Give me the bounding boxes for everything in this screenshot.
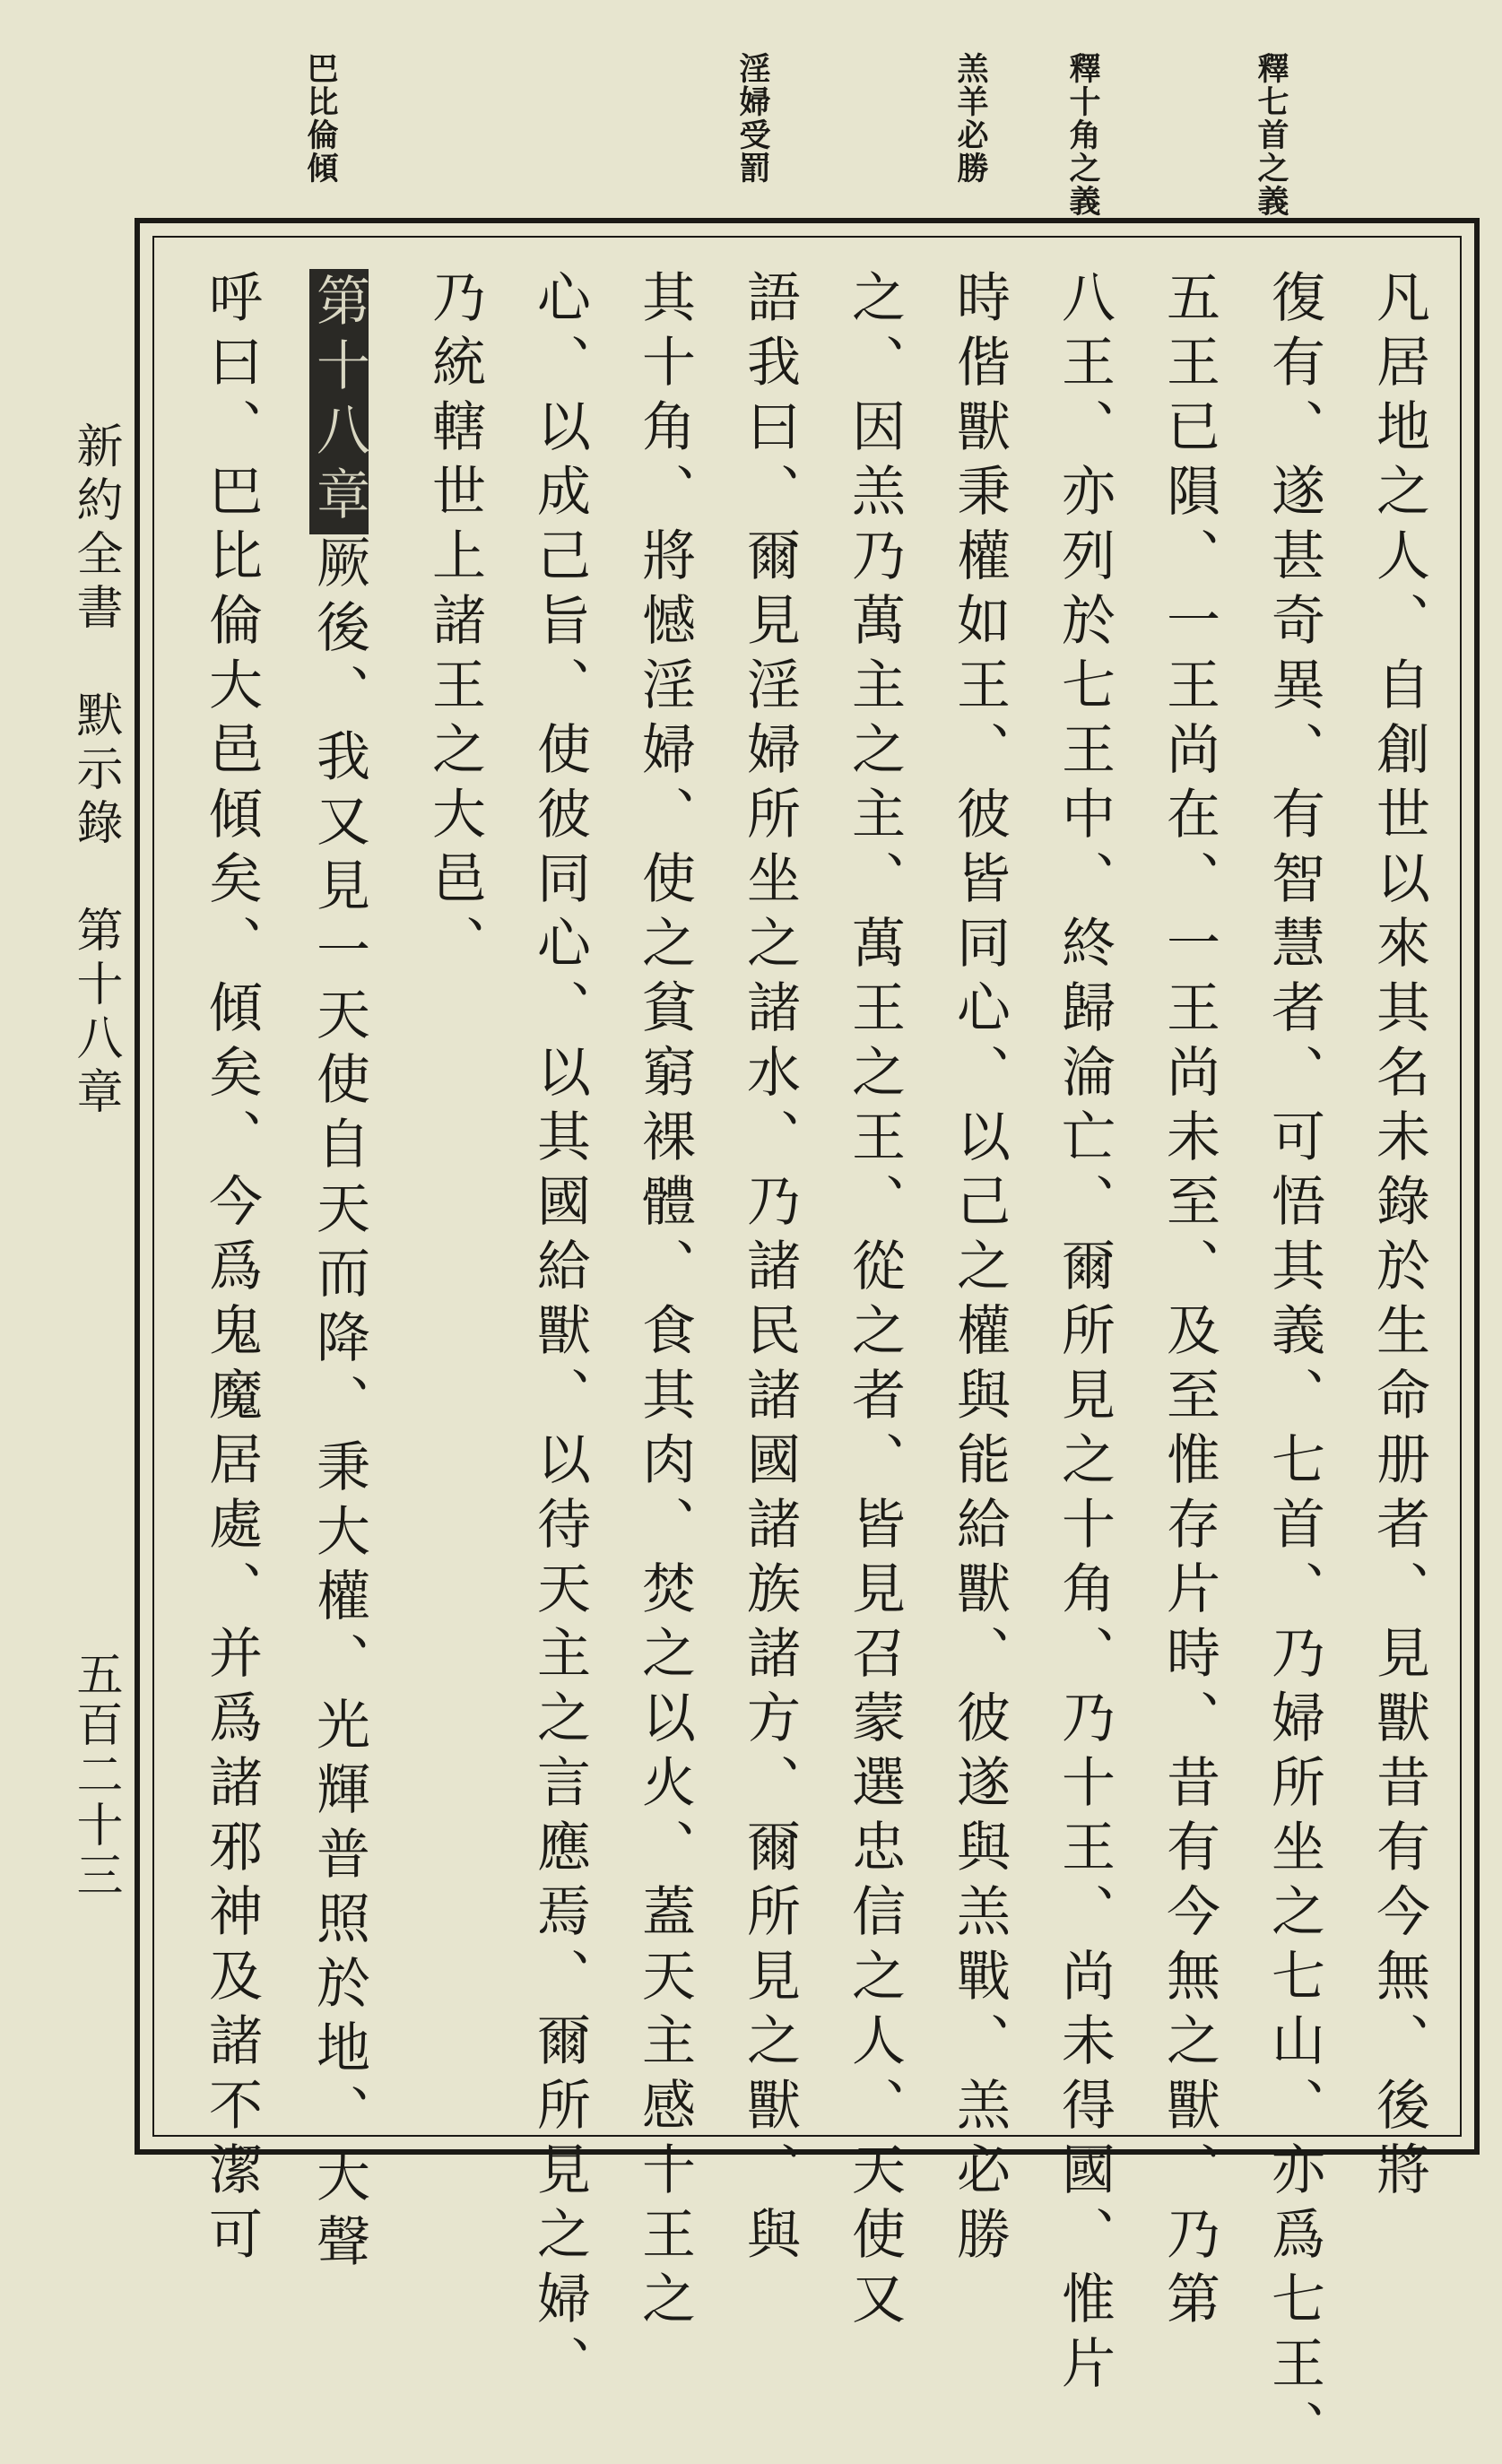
- text-column-11: [309, 269, 369, 2277]
- text-column-1: 凡居地之人、自創世以來其名未錄於生命册者、見獸昔有今無、後將: [1367, 269, 1430, 2206]
- text-column-11-body: 厥後、我又見一天使自天而降、秉大權、光輝普照於地、大聲: [308, 534, 370, 2277]
- margin-note-babylon-fallen: 巴比倫傾: [302, 52, 339, 185]
- text-column-10: 乃統轄世上諸王之大邑、: [423, 269, 486, 979]
- margin-note-seven-heads: 釋七首之義: [1253, 52, 1289, 218]
- margin-note-lamb-victory: 羔羊必勝: [952, 52, 989, 185]
- margin-note-harlot-judged: 淫婦受罰: [734, 52, 771, 185]
- text-column-5: 時偕獸秉權如王、彼皆同心、以己之權與能給獸、彼遂與羔戰、羔必勝: [948, 269, 1011, 2270]
- text-column-4: 八王、亦列於七王中、終歸淪亡、爾所見之十角、乃十王、尚未得國、惟片: [1053, 269, 1116, 2399]
- text-column-3: 五王已隕、一王尚在、一王尚未至、及至惟存片時、昔有今無之獸、乃第: [1158, 269, 1220, 2335]
- text-column-2: 復有、遂甚奇異、有智慧者、可悟其義、七首、乃婦所坐之七山、亦爲七王、: [1263, 269, 1325, 2464]
- text-column-12: 呼曰、巴比倫大邑傾矣、傾矣、今爲鬼魔居處、并爲諸邪神及諸不潔可: [200, 269, 263, 2270]
- text-column-7: 語我曰、爾見淫婦所坐之諸水、乃諸民諸國諸族諸方、爾所見之獸、與: [738, 269, 801, 2270]
- text-column-6: 之、因羔乃萬主之主、萬王之王、從之者、皆見召蒙選忠信之人、天使又: [843, 269, 906, 2335]
- text-column-9: 心、以成己旨、使彼同心、以其國給獸、以待天主之言應焉、爾所見之婦、: [528, 269, 591, 2399]
- text-column-8: 其十角、將憾淫婦、使之貧窮裸體、食其肉、焚之以火、蓋天主感十王之: [633, 269, 696, 2335]
- running-header: 新約全書 默示錄 第十八章: [68, 421, 122, 1121]
- chapter-heading: 第十八章: [309, 269, 369, 534]
- page-number: 五百二十三: [68, 1650, 122, 1901]
- margin-note-ten-horns: 釋十角之義: [1064, 52, 1101, 218]
